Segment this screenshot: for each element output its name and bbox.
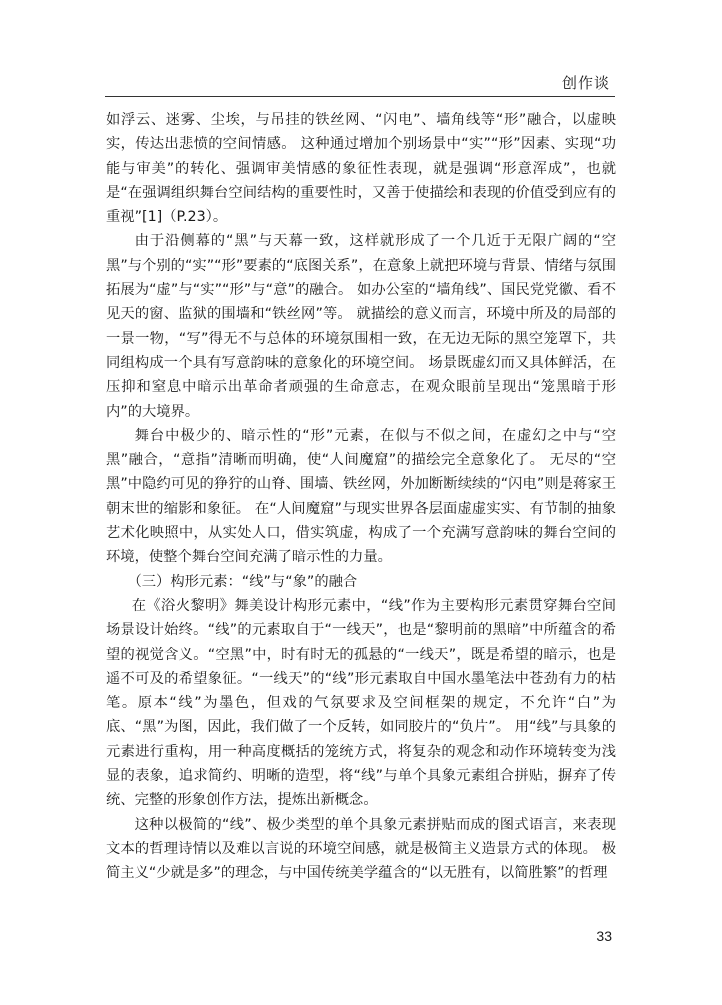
header-divider [105, 96, 615, 97]
running-header: 创作谈 [561, 74, 610, 92]
paragraph-1: 如浮云、迷雾、尘埃，与吊挂的铁丝网、“闪电”、墙角线等“形”融合，以虚映实，传达出悲愤的空间情感。 这种通过增加个别场景中“实”“形”因素、实现“功能与审美”的转化、强调审美情感的象征性表现，就是强调“形意浑成”，也就是“在强调组织舞台空间结构的重要性时，又善于使描绘和表现的价值受到应有的重视”[1]（P.23）。 [106, 112, 616, 226]
paragraph-3: 舞台中极少的、暗示性的“形”元素，在似与不似之间，在虚幻之中与“空黑”融合，“意指”清晰而明确，使“人间魔窟”的描绘完全意象化了。 无尽的“空黑”中隐约可见的狰狞的山脊、围墙、铁丝网，外加断断续续的“闪电”则是蒋家王朝末世的缩影和象征。 在“人间魔窟”与现实世界各层面虚虚实实、有节制的抽象艺术化映照中，从实处人口，借实筑虚，构成了一个充满写意韵味的舞台空间的环境，使整个舞台空间充满了暗示性的力量。 [106, 427, 616, 566]
page-number: 33 [596, 928, 612, 944]
paragraph-4: 在《浴火黎明》舞美设计构形元素中，“线”作为主要构形元素贯穿舞台空间场景设计始终。“线”的元素取自于“一线天”，也是“黎明前的黑暗”中所蕴含的希望的视觉含义。“空黑”中，时有时无的孤悬的“一线天”，既是希望的暗示，也是遥不可及的希望象征。“一线天”的“线”形元素取自中国水墨笔法中苍劲有力的枯笔。原本“线”为墨色，但戏的气氛要求及空间框架的规定，不允许“白”为底、“黑”为图，因此，我们做了一个反转，如同胶片的“负片”。 用“线”与具象的元素进行重构，用一种高度概括的笼统方式，将复杂的观念和动作环境转变为浅显的表象，追求简约、明晰的造型，将“线”与单个具象元素组合拼贴，摒弃了传统、完整的形象创作方法，提炼出新概念。 [106, 597, 616, 809]
section-heading: （三）构形元素：“线”与“象”的融合 [127, 573, 358, 590]
paragraph-5: 这种以极简的“线”、极少类型的单个具象元素拼贴而成的图式语言，来表现文本的哲理诗情以及难以言说的环境空间感，就是极简主义造景方式的体现。 极简主义“少就是多”的理念，与中国传统美学蕴含的“以无胜有，以简胜繁”的哲理 [106, 816, 616, 882]
paragraph-2: 由于沿侧幕的“黑”与天幕一致，这样就形成了一个几近于无限广阔的“空黑”与个别的“实”“形”要素的“底图关系”，在意象上就把环境与背景、情绪与氛围拓展为“虚”与“实”“形”与“意”的融合。 如办公室的“墙角线”、国民党党徽、看不见天的窗、监狱的围墙和“铁丝网”等。 就描绘的意义而言，环境中所及的局部的一景一物，“写”得无不与总体的环境氛围相一致，在无边无际的黑空笼罩下，共同组构成一个具有写意韵味的意象化的环境空间。 场景既虚幻而又具体鲜活，在压抑和窒息中暗示出革命者顽强的生命意志，在观众眼前呈现出“笼黑暗于形内”的大境界。 [106, 233, 616, 420]
body-text [106, 108, 616, 886]
